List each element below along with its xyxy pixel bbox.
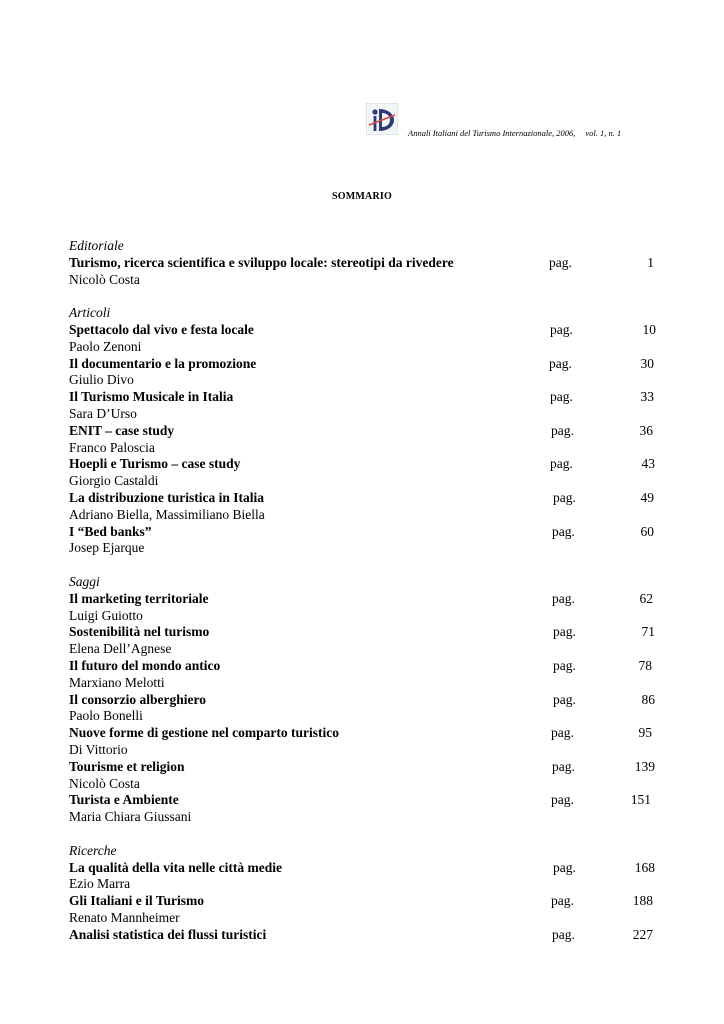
entry-pag-label: pag. — [553, 624, 576, 640]
entry-page-number: 1 — [647, 254, 654, 270]
journal-name: Annali Italiani del Turismo Internazionale, 2006, — [408, 128, 576, 138]
section-heading: Saggi — [69, 574, 100, 589]
entry-author: Josep Ejarque — [69, 540, 145, 556]
entry-pag-label: pag. — [553, 859, 576, 875]
entry-title: I “Bed banks” — [69, 523, 152, 539]
entry-page-number: 151 — [630, 792, 651, 808]
entry-page-number: 78 — [638, 658, 652, 673]
section-heading: Ricerche — [69, 842, 117, 858]
entry-pag-label: pag. — [552, 590, 575, 606]
entry-page-number: 188 — [632, 893, 653, 909]
entry-page-number: 30 — [640, 355, 654, 371]
entry-author: Marxiano Melotti — [69, 674, 165, 690]
entry-author: Adriano Biella, Massimiliano Biella — [69, 506, 265, 522]
entry-pag-label: pag. — [550, 456, 573, 472]
entry-title: Sostenibilità nel turismo — [69, 624, 210, 640]
entry-page-number: 71 — [641, 624, 655, 640]
entry-page-number: 86 — [641, 691, 655, 707]
entry-title: La distribuzione turistica in Italia — [69, 490, 265, 505]
entry-page-number: 49 — [640, 490, 654, 505]
entry-page-number: 33 — [640, 389, 654, 405]
entry-pag-label: pag. — [553, 490, 576, 505]
entry-title: Il documentario e la promozione — [69, 355, 257, 371]
entry-title: Turista e Ambiente — [69, 792, 179, 808]
entry-author: Nicolò Costa — [69, 271, 140, 287]
entry-title: Analisi statistica dei flussi turistici — [69, 926, 267, 942]
entry-title: Spettacolo dal vivo e festa locale — [69, 322, 254, 337]
entry-pag-label: pag. — [550, 322, 573, 337]
entry-title: Nuove forme di gestione nel comparto turistico — [69, 725, 339, 741]
entry-author: Giulio Divo — [69, 372, 134, 388]
entry-page-number: 168 — [634, 859, 655, 875]
entry-title: La qualità della vita nelle città medie — [69, 859, 282, 875]
entry-pag-label: pag. — [551, 792, 574, 808]
entry-title: Il Turismo Musicale in Italia — [69, 389, 234, 405]
page-title: SOMMARIO — [332, 191, 392, 202]
entry-pag-label: pag. — [553, 691, 576, 707]
entry-author: Luigi Guiotto — [69, 607, 143, 623]
entry-author: Franco Paloscia — [69, 439, 155, 455]
entry-title: Tourisme et religion — [69, 758, 185, 774]
entry-page-number: 60 — [640, 523, 654, 539]
entry-author: Paolo Bonelli — [69, 708, 143, 724]
entry-pag-label: pag. — [551, 422, 574, 438]
entry-pag-label: pag. — [552, 926, 575, 942]
entry-pag-label: pag. — [552, 523, 575, 539]
entry-title: Il futuro del mondo antico — [69, 658, 221, 673]
section-heading: Editoriale — [69, 238, 124, 253]
entry-author: Maria Chiara Giussani — [69, 809, 192, 825]
entry-author: Renato Mannheimer — [69, 910, 180, 925]
entry-pag-label: pag. — [553, 658, 576, 673]
entry-author: Elena Dell’Agnese — [69, 641, 172, 657]
volume-issue: vol. 1, n. 1 — [585, 128, 622, 138]
entry-pag-label: pag. — [549, 254, 572, 270]
entry-pag-label: pag. — [551, 725, 574, 741]
entry-author: Giorgio Castaldi — [69, 473, 159, 489]
section-heading: Articoli — [69, 305, 111, 321]
entry-author: Ezio Marra — [69, 876, 131, 892]
entry-pag-label: pag. — [550, 389, 573, 405]
entry-page-number: 10 — [642, 322, 656, 337]
entry-page-number: 95 — [638, 725, 652, 741]
entry-pag-label: pag. — [552, 758, 575, 774]
entry-page-number: 36 — [639, 422, 653, 438]
entry-pag-label: pag. — [551, 893, 574, 909]
entry-author: Paolo Zenoni — [69, 338, 142, 354]
entry-title: ENIT – case study — [69, 422, 175, 438]
entry-title: Il consorzio alberghiero — [69, 691, 206, 707]
entry-page-number: 62 — [639, 590, 653, 606]
entry-title: Hoepli e Turismo – case study — [69, 456, 241, 472]
entry-pag-label: pag. — [549, 355, 572, 371]
entry-author: Di Vittorio — [69, 742, 128, 757]
entry-author: Sara D’Urso — [69, 406, 137, 421]
entry-title: Gli Italiani e il Turismo — [69, 893, 205, 909]
entry-title: Il marketing territoriale — [69, 590, 209, 606]
entry-page-number: 139 — [634, 758, 655, 774]
entry-page-number: 227 — [632, 926, 653, 942]
entry-page-number: 43 — [641, 456, 655, 472]
entry-title: Turismo, ricerca scientifica e sviluppo locale: stereotipi da rivedere — [69, 254, 454, 270]
entry-author: Nicolò Costa — [69, 775, 140, 791]
